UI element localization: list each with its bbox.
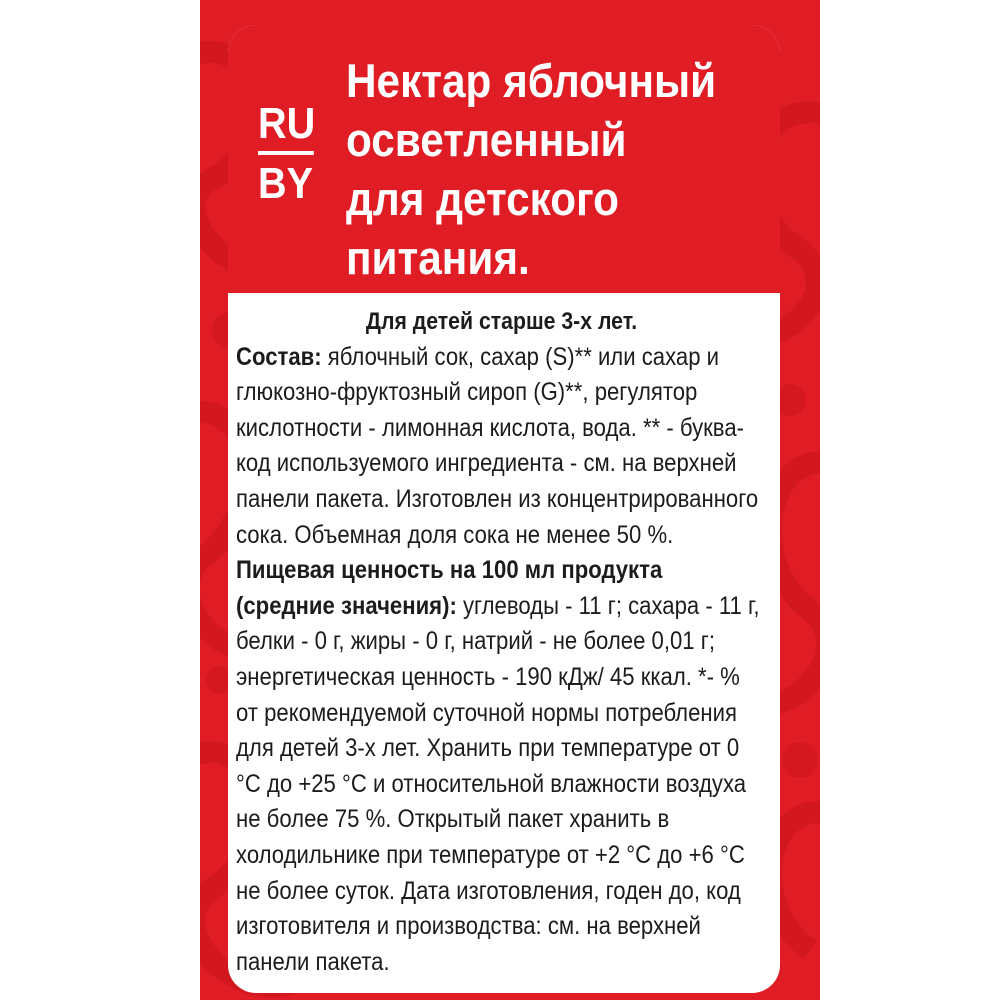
title-line: для детского — [346, 172, 620, 225]
lang-ru: RU — [258, 99, 314, 155]
title-line: Нектар яблочный — [346, 54, 717, 107]
composition-label: Состав: — [236, 342, 322, 371]
description-text — [236, 340, 767, 981]
language-codes — [258, 99, 321, 209]
nutrition-text: углеводы - 11 г; сахара - 11 г, белки - 0 г, жиры - 0 г, натрий - не более 0,01 г; энергетическая ценность - 190 кДж/ 45 ккал. *- % от рекомендуемой суточной нормы потребления для детей 3-х лет. Хранить при температуре от 0 °С до +25 °С и относительной влажности воздуха не более 75 %. Открытый пакет хранить в холодильнике при температуре от +2 °С до +6 °С не более суток. Дата изготовления, годен до, код изготовителя и производства: см. на верхней панели пакета. — [236, 591, 760, 976]
label-body — [236, 304, 767, 980]
age-subtitle: Для детей старше 3-х лет. — [365, 308, 638, 335]
title-line: осветленный — [346, 113, 627, 166]
title-line: питания. — [346, 231, 530, 284]
label-card — [228, 25, 780, 993]
title-header — [228, 25, 780, 293]
product-title — [346, 51, 769, 287]
nutrition-label: Пищевая ценность на 100 мл продукта (средние значения): — [236, 556, 663, 620]
composition-text: яблочный сок, сахар (S)** или сахар и глюкозно-фруктозный сироп (G)**, регулятор кислотности - лимонная кислота, вода. ** - буква-код используемого ингредиента - см. на верхней панели пакета. Изготовлен из концентрированного сока. Объемная доля сока не менее 50 %. — [236, 342, 759, 549]
lang-by: BY — [258, 159, 314, 208]
